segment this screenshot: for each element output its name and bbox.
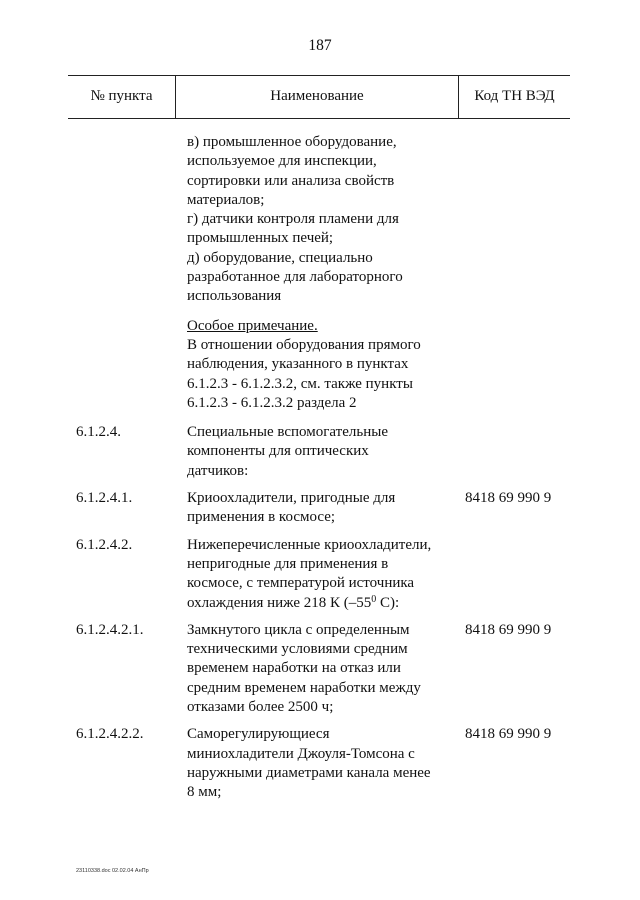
row-number: 6.1.2.4.1. [76, 490, 133, 507]
table-body [76, 133, 570, 803]
row-line: наружными диаметрами канала менее [187, 764, 431, 781]
table-header-bottom-rule [68, 118, 570, 119]
row-line: Криоохладители, пригодные для [187, 490, 396, 507]
table-row [76, 423, 570, 481]
temperature-unit: С): [376, 594, 400, 611]
document-footer: 23110338.doc 02.02.04 АнПр [76, 868, 149, 874]
row-line: применения в космосе; [187, 509, 336, 526]
table-row [76, 489, 570, 528]
row-code: 8418 69 990 9 [465, 490, 552, 507]
row-line: Замкнутого цикла с определенным [187, 621, 410, 638]
header-number: № пункта [90, 88, 153, 104]
row-line: космосе, с температурой источника [187, 575, 415, 592]
row-text [187, 536, 465, 613]
table-row [76, 725, 570, 802]
row-text [187, 489, 465, 528]
row-number: 6.1.2.4. [76, 424, 121, 441]
row-number: 6.1.2.4.2. [76, 536, 133, 553]
intro-line: г) датчики контроля пламени для [187, 211, 399, 228]
row-line: миниохладители Джоуля-Томсона с [187, 745, 415, 762]
row-line: непригодные для применения в [187, 555, 389, 572]
intro-line: д) оборудование, специально [187, 249, 373, 266]
row-line: Саморегулирующиеся [187, 726, 330, 743]
note-line: 6.1.2.3 - 6.1.2.3.2, см. также пункты [187, 375, 413, 392]
table-row [76, 536, 570, 613]
note-line: В отношении оборудования прямого [187, 336, 421, 353]
row-line-with-superscript [187, 594, 465, 613]
intro-line: сортировки или анализа свойств [187, 172, 395, 189]
intro-line: материалов; [187, 191, 265, 208]
intro-line: разработанное для лабораторного [187, 269, 403, 286]
special-note [187, 317, 465, 413]
intro-row [76, 133, 570, 307]
row-text [187, 725, 465, 802]
row-line: датчиков: [187, 462, 249, 479]
header-name: Наименование [270, 88, 364, 104]
row-text [187, 423, 465, 481]
intro-line: промышленных печей; [187, 230, 334, 247]
intro-text [187, 133, 465, 307]
note-row [76, 317, 570, 413]
intro-line: используемое для инспекции, [187, 153, 377, 170]
row-code: 8418 69 990 9 [465, 726, 552, 743]
row-line: средним временем наработки между [187, 679, 421, 696]
note-line: наблюдения, указанного в пунктах [187, 356, 409, 373]
note-line: 6.1.2.3 - 6.1.2.3.2 раздела 2 [187, 394, 357, 411]
row-line: техническими условиями средним [187, 641, 408, 658]
row-number: 6.1.2.4.2.2. [76, 726, 144, 743]
note-title: Особое примечание. [187, 317, 318, 334]
row-line: компоненты для оптических [187, 443, 369, 460]
row-number: 6.1.2.4.2.1. [76, 621, 144, 638]
intro-line: в) промышленное оборудование, [187, 134, 397, 150]
intro-line: использования [187, 288, 282, 305]
degree-superscript: 0 [371, 593, 377, 605]
row-line: отказами более 2500 ч; [187, 699, 334, 716]
row-code: 8418 69 990 9 [465, 621, 552, 638]
row-line: Специальные вспомогательные [187, 424, 388, 441]
table-top-rule [68, 75, 570, 76]
temperature-text: охлаждения ниже 218 К (–55 [187, 594, 372, 611]
page-number: 187 [308, 37, 332, 54]
row-line: Нижеперечисленные криоохладители, [187, 536, 432, 553]
row-line: 8 мм; [187, 784, 222, 801]
table-row [76, 621, 570, 717]
header-code: Код ТН ВЭД [474, 88, 555, 104]
row-text [187, 621, 465, 717]
row-line: временем наработки на отказ или [187, 660, 401, 677]
